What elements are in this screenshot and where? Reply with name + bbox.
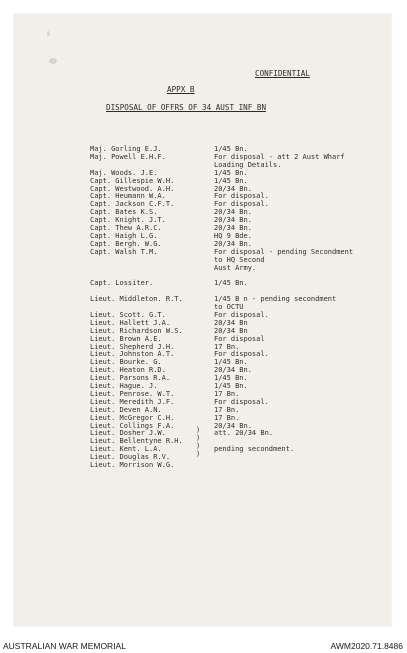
officer-name: Capt. Walsh T.M.	[90, 247, 158, 256]
officer-disposal: to OCTU	[214, 303, 244, 311]
officer-name: Capt. Haigh L.G.	[90, 231, 158, 240]
officer-name: Capt. Bergh. W.G.	[90, 239, 162, 248]
officer-disposal: For disposal.	[214, 200, 269, 209]
officer-name: Capt. Lossiter.	[90, 279, 154, 288]
officer-disposal: 20/34 Bn	[214, 326, 248, 335]
officer-name: Capt. Jackson C.F.T.	[90, 200, 175, 209]
officer-disposal: For disposal.	[214, 192, 269, 201]
officer-disposal: 20/34 Bn.	[214, 208, 252, 217]
officer-disposal: For disposal - pending Secondment	[214, 247, 354, 256]
officer-name: Lieut. Meredith J.F.	[90, 397, 175, 406]
officer-disposal: HQ 9 Bde.	[214, 231, 252, 240]
archive-name: AUSTRALIAN WAR MEMORIAL	[3, 641, 126, 651]
officer-name: Maj. Powell E.H.F.	[90, 152, 166, 161]
officer-name: Lieut. Heaton R.D.	[90, 366, 166, 375]
officer-name: Lieut. Hague. J.	[90, 382, 158, 390]
officer-name: Lieut. Shepherd J.H.	[90, 342, 175, 351]
officer-disposal: 20/34 Bn.	[214, 224, 252, 232]
officer-disposal: For disposal	[214, 334, 265, 343]
bracket-mark: )	[196, 426, 201, 434]
officer-disposal: att. 20/34 Bn.	[214, 429, 274, 438]
bracket-mark: )	[196, 434, 201, 442]
officer-name: Capt. Westwood. A.H.	[90, 184, 175, 193]
appendix-label: APPX B	[167, 85, 195, 94]
officer-disposal: 1/45 Bn.	[214, 176, 248, 185]
officer-name: Lieut. Morrison W.G.	[90, 461, 175, 469]
officer-name: Capt. Bates K.S.	[90, 208, 158, 217]
officer-disposal: 1/45 Bn.	[214, 168, 248, 177]
officer-name: Lieut. Bourke. G.	[90, 358, 162, 367]
punch-hole-top	[47, 31, 50, 36]
officer-name: Lieut. Middleton. R.T.	[90, 295, 183, 304]
archive-footer	[0, 640, 407, 653]
archive-reference: AWM2020.71.8486	[330, 641, 403, 651]
officer-disposal: 20/34 Bn	[214, 318, 248, 327]
officer-name: Capt. Thew A.R.C.	[90, 224, 162, 232]
officer-disposal: 1/45 Bn.	[214, 374, 248, 383]
officer-name: Lieut. Penrose. W.T.	[90, 389, 175, 398]
officer-disposal: 20/34 Bn.	[214, 239, 252, 248]
officer-name: Lieut. Bellentyne R.H.	[90, 437, 183, 446]
officer-disposal: 1/45 Bn.	[214, 358, 248, 367]
officer-name: Capt. Knight. J.T.	[90, 216, 166, 225]
officer-name: Lieut. Parsons R.A.	[90, 374, 171, 383]
officer-disposal: 1/45 Bn.	[214, 382, 248, 390]
officer-disposal: For disposal.	[214, 310, 269, 319]
document-title: DISPOSAL OF OFFRS OF 34 AUST INF BN	[106, 103, 267, 112]
document-page	[14, 14, 391, 626]
punch-hole-middle	[49, 58, 57, 64]
officer-name: Capt. Heumann W.A.	[90, 192, 166, 201]
officer-disposal: 1/45 Bn.	[214, 145, 248, 153]
officer-disposal: 20/34 Bn.	[214, 184, 252, 193]
officer-name: Lieut. Dosher J.W.	[90, 429, 166, 438]
officer-disposal: 20/34 Bn.	[214, 366, 252, 375]
officer-name: Lieut. Johnston A.T.	[90, 350, 175, 359]
officer-disposal: 20/34 Bn.	[214, 216, 252, 225]
officer-name: Maj. Gorling E.J.	[90, 145, 162, 153]
officer-disposal: 17 Bn.	[214, 405, 240, 414]
classification-label: CONFIDENTIAL	[255, 69, 310, 78]
officer-disposal: Loading Details.	[214, 160, 282, 169]
officer-name: Lieut. Collings F.A.	[90, 421, 175, 430]
bracket-mark: )	[196, 442, 201, 450]
officer-name: Lieut. Kent. L.A.	[90, 445, 162, 454]
officer-disposal: 17 Bn.	[214, 413, 240, 422]
officer-disposal: For disposal.	[214, 397, 269, 406]
officer-name: Lieut. Richardson W.S.	[90, 326, 183, 335]
officer-name: Lieut. Brown A.E.	[90, 334, 162, 343]
bracket-mark: )	[196, 450, 201, 458]
officer-disposal: 1/45 B n - pending secondment	[214, 295, 337, 304]
officer-disposal: Aust Army.	[214, 263, 257, 272]
officer-name: Lieut. Scott. G.T.	[90, 310, 166, 319]
officer-disposal: For disposal.	[214, 350, 269, 359]
officer-name: Capt. Gillespie W.H.	[90, 176, 175, 185]
officer-disposal: 1/45 Bn.	[214, 279, 248, 288]
officer-disposal: 20/34 Bn.	[214, 421, 252, 430]
officer-name: Maj. Woods. J.E.	[90, 168, 158, 177]
officer-disposal: pending secondment.	[214, 445, 295, 454]
officer-name: Lieut. Hallett J.A.	[90, 318, 171, 327]
officer-disposal: to HQ Second	[214, 255, 265, 264]
officer-disposal: 17 Bn.	[214, 342, 240, 351]
officer-name: Lieut. McGregor C.H.	[90, 413, 175, 422]
officer-name: Lieut. Douglas R.V.	[90, 453, 171, 462]
officer-name: Lieut. Deven A.N.	[90, 405, 162, 414]
officer-disposal: 17 Bn.	[214, 389, 240, 398]
officer-disposal: For disposal - att 2 Aust Wharf	[214, 152, 345, 161]
